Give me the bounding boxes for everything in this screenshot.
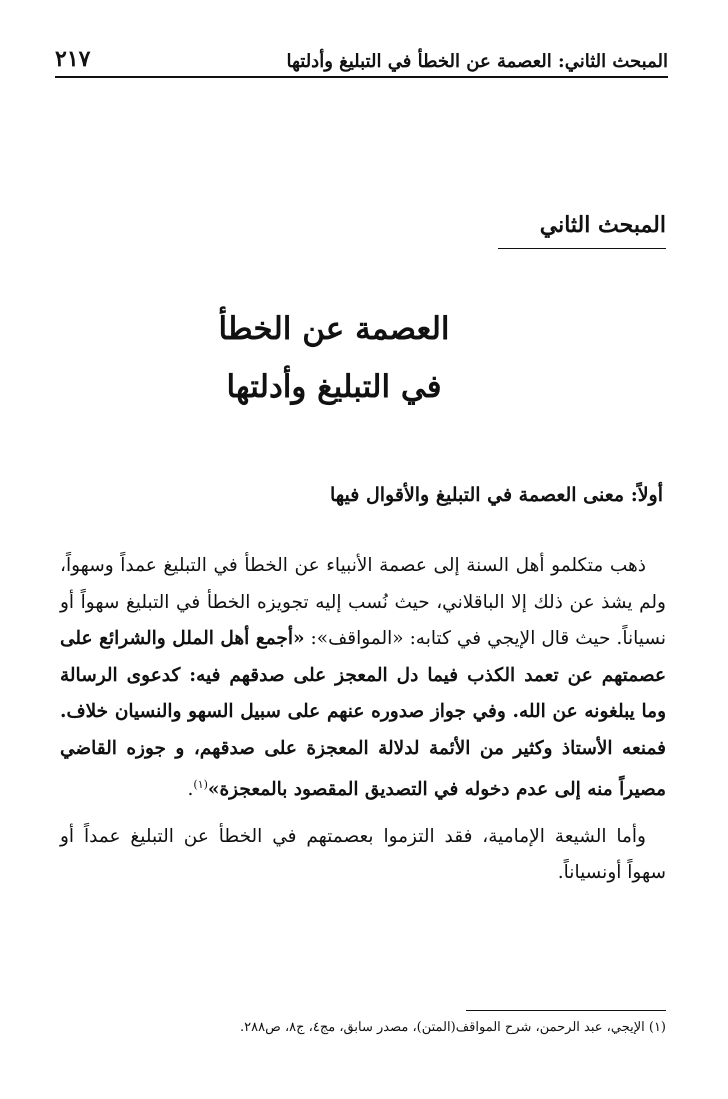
- chapter-title: [0, 300, 728, 416]
- subheading: أولاً: معنى العصمة في التبليغ والأقوال فيها: [329, 484, 663, 506]
- paragraph-1: [60, 548, 666, 809]
- paragraph-1-intro: ذهب متكلمو أهل السنة إلى عصمة الأنبياء عن الخطأ في التبليغ عمداً وسهواً، ولم يشذ عن ذلك إلا الباقلاني، حيث نُسب إليه تجويزه الخطأ في التبليغ سهواً أو نسياناً. حيث قال الإيجي في كتابه: «المواقف»:: [60, 555, 666, 649]
- page-header: [55, 38, 668, 78]
- quotation: «أجمع أهل الملل والشرائع على عصمتهم عن تعمد الكذب فيما دل المعجز على صدقهم فيه: كدعوى الرسالة وما يبلغونه عن الله. وفي جواز صدوره عنهم على سبيل السهو والنسيان خلاف. فمنعه الأستاذ وكثير من الأئمة لدلالة المعجزة على صدقهم، و جوزه القاضي مصيراً منه إلى عدم دخوله في التصديق المقصود بالمعجزة»: [60, 628, 666, 801]
- chapter-title-line-1: العصمة عن الخطأ: [218, 311, 450, 347]
- paragraph-1-tail: .: [187, 779, 194, 801]
- footnote: (١) الإيجي، عبد الرحمن، شرح المواقف(المتن)، مصدر سابق، مج٤، ج٨، ص٢٨٨.: [240, 1020, 666, 1035]
- paragraph-2: وأما الشيعة الإمامية، فقد التزموا بعصمتهم في الخطأ عن التبليغ عمداً أو سهواً أونسياناً.: [60, 825, 666, 884]
- chapter-title-line-2: في التبليغ وأدلتها: [226, 369, 442, 405]
- footnote-divider: [466, 1010, 666, 1011]
- running-title: المبحث الثاني: العصمة عن الخطأ في التبليغ وأدلتها: [286, 51, 668, 72]
- body-text: [60, 548, 666, 902]
- page-number: ٢١٧: [55, 46, 91, 72]
- footnote-marker: (١): [193, 778, 208, 791]
- section-label: المبحث الثاني: [498, 212, 666, 249]
